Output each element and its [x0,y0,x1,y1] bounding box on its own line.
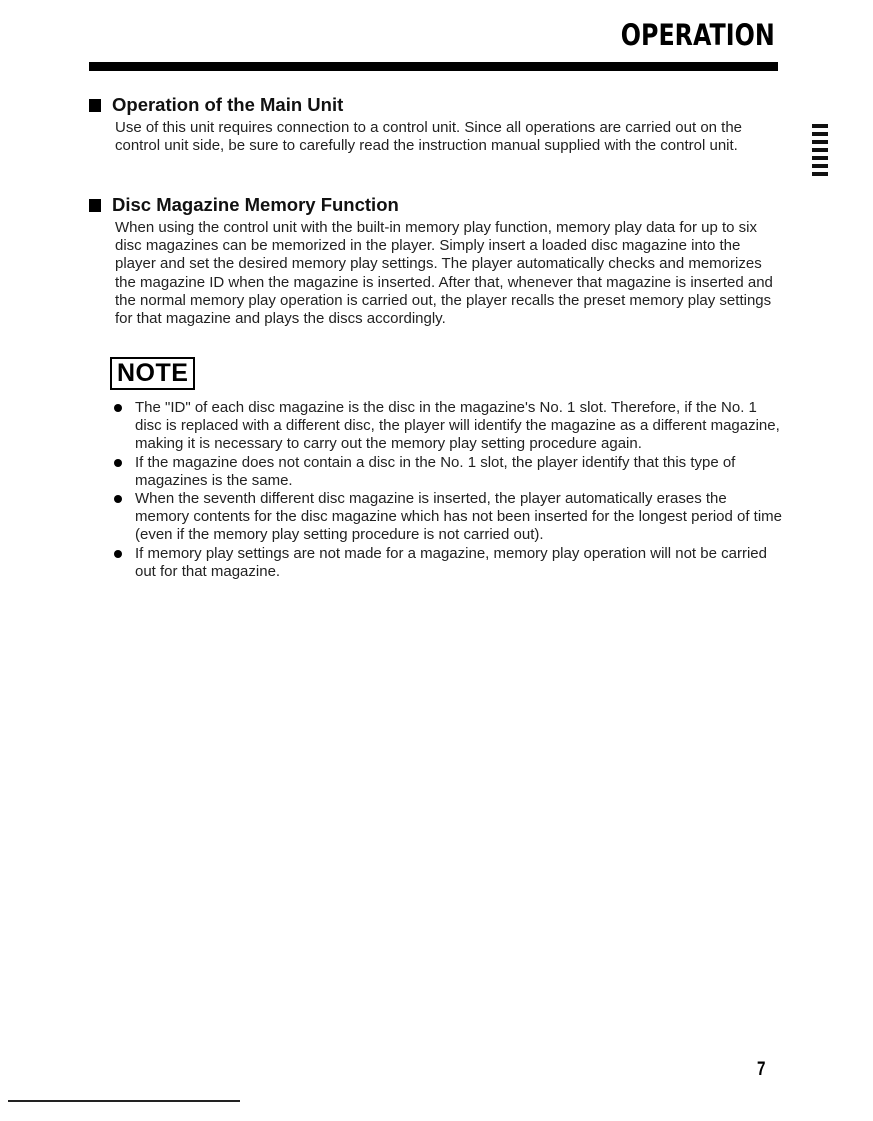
bullet-icon [114,404,122,412]
note-text: The "ID" of each disc magazine is the disc in the magazine's No. 1 slot. Therefore, if the No. 1 disc is replaced with a different disc, the player will identify the magazine as a different magazine, making it is necessary to carry out the memory play setting procedure again. [135,399,780,453]
section-main-unit [89,94,779,155]
note-text: When the seventh different disc magazine is inserted, the player automatically erases the memory contents for the disc magazine which has not been inserted for the longest period of time (even if the memory play setting procedure is not carried out). [135,490,783,544]
language-tab-marker [812,124,828,186]
note-text: If the magazine does not contain a disc in the No. 1 slot, the player identify that this type of magazines is the same. [135,453,736,489]
header-divider [89,62,778,71]
bullet-icon [114,550,122,558]
page-title: OPERATION [621,18,775,52]
list-item [112,490,782,545]
note-label: NOTE [110,357,195,390]
note-list [112,399,782,581]
section-heading-text: Disc Magazine Memory Function [112,194,399,215]
section-heading [89,94,779,116]
black-square-icon [89,199,101,212]
section-disc-magazine-memory [89,194,779,328]
page-number: 7 [757,1059,766,1080]
section-heading-text: Operation of the Main Unit [112,94,344,115]
section-body: Use of this unit requires connection to a control unit. Since all operations are carried out on the control unit side, be sure to carefully read the instruction manual supplied with the control unit. [115,119,743,155]
list-item [112,399,782,454]
section-heading [89,194,779,216]
footer-divider [8,1100,240,1102]
list-item [112,545,782,581]
black-square-icon [89,99,101,112]
bullet-icon [114,495,122,503]
note-text: If memory play settings are not made for a magazine, memory play operation will not be carried out for that magazine. [135,544,767,580]
bullet-icon [114,459,122,467]
list-item [112,454,782,490]
section-body: When using the control unit with the built-in memory play function, memory play data for up to six disc magazines can be memorized in the player. Simply insert a loaded disc magazine into the player and set the desired memory play settings. The player automatically checks and memorizes the magazine ID when the magazine is inserted. After that, whenever that magazine is inserted and the normal memory play operation is carried out, the player recalls the preset memory play settings for that magazine and plays the discs accordingly. [115,219,773,328]
